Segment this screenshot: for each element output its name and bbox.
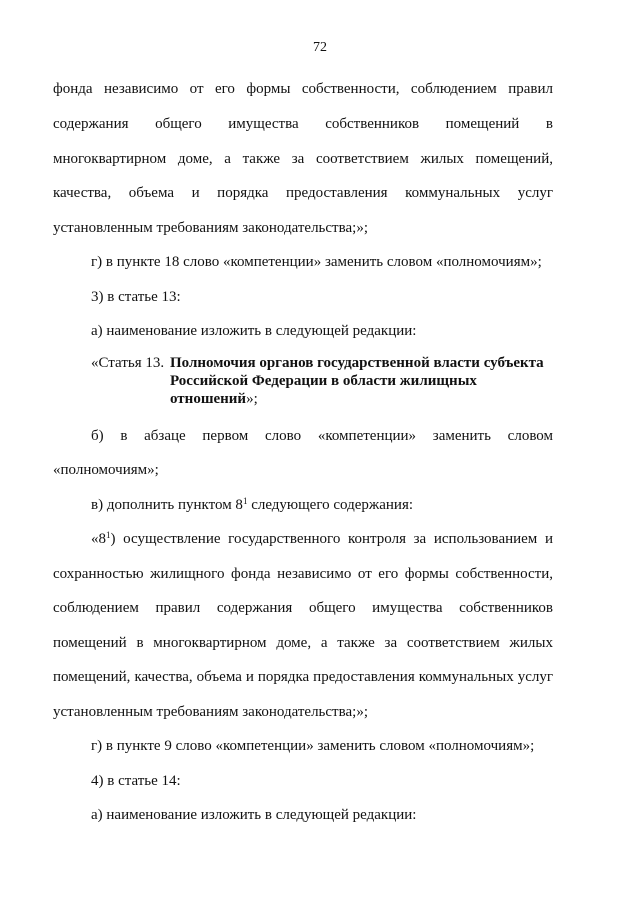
- article-prefix: «Статья 13.: [91, 355, 165, 371]
- text-line: многоквартирном доме, а также за соответствием жилых помещений,: [53, 151, 553, 167]
- text-line: а) наименование изложить в следующей редакции:: [91, 807, 417, 823]
- text-line: сохранностью жилищного фонда независимо от его формы собственности,: [53, 566, 553, 582]
- text-line: соблюдением правил содержания общего имущества собственников: [53, 600, 553, 616]
- text-line: 3) в статье 13:: [91, 289, 181, 305]
- text-line: помещений в многоквартирном доме, а также за соответствием жилых: [53, 635, 553, 651]
- item-v-before: в) дополнить пунктом 8: [91, 497, 243, 513]
- article-title-text: Полномочия органов государственной власти субъекта Российской Федерации в области жилищных отношений: [170, 355, 544, 407]
- text-line: а) наименование изложить в следующей редакции:: [91, 323, 417, 339]
- text-line: г) в пункте 18 слово «компетенции» заменить словом «полномочиям»;: [91, 254, 542, 270]
- text-line: установленным требованиям законодательства;»;: [53, 704, 368, 720]
- item-81-before: «8: [91, 531, 106, 547]
- text-line: «полномочиям»;: [53, 462, 159, 478]
- text-line-item-81: [91, 530, 553, 548]
- text-line: 4) в статье 14:: [91, 773, 181, 789]
- text-line: б) в абзаце первом слово «компетенции» заменить словом: [91, 428, 553, 444]
- item-81-sup: 1: [106, 530, 111, 540]
- article-title: [170, 354, 560, 408]
- text-line-item-v: [91, 496, 553, 514]
- text-line: качества, объема и порядка предоставления коммунальных услуг: [53, 185, 553, 201]
- text-line: помещений, качества, объема и порядка предоставления коммунальных услуг: [53, 669, 553, 685]
- text-line: г) в пункте 9 слово «компетенции» заменить словом «полномочиям»;: [91, 738, 535, 754]
- text-line: фонда независимо от его формы собственности, соблюдением правил: [53, 81, 553, 97]
- item-v-sup: 1: [242, 496, 248, 506]
- text-line: содержания общего имущества собственников помещений в: [53, 116, 553, 132]
- article-title-tail: »;: [246, 391, 258, 407]
- page-number: 72: [313, 40, 327, 55]
- text-line: установленным требованиям законодательства;»;: [53, 220, 368, 236]
- item-81-after: ) осуществление государственного контроля за использованием и: [110, 531, 553, 547]
- item-v-after: следующего содержания:: [247, 497, 414, 513]
